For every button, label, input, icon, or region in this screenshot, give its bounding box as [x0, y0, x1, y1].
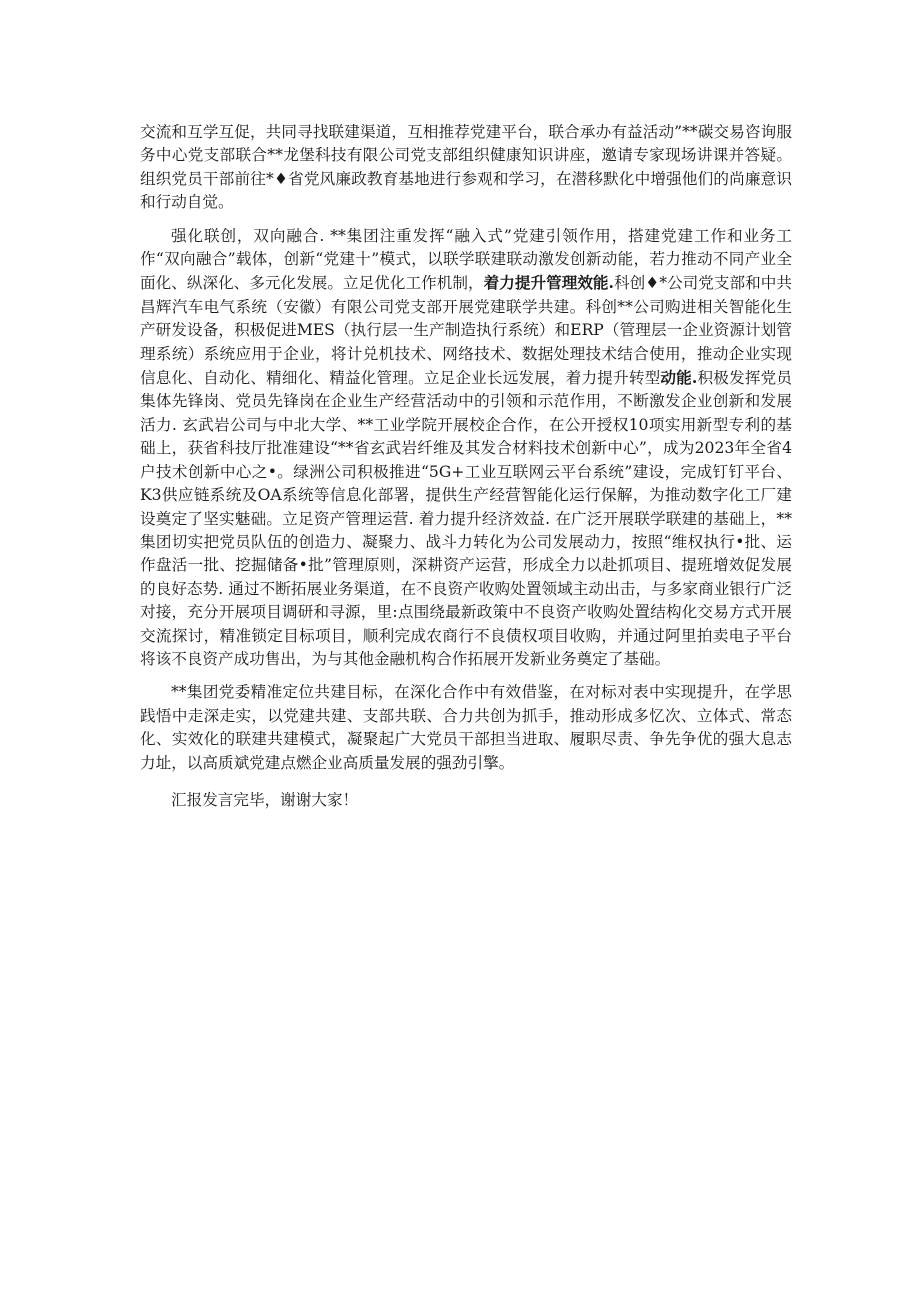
paragraph-3 [140, 681, 792, 775]
paragraph-1 [140, 121, 792, 215]
paragraph-text: 科创♦*公司党支部和中共昌辉汽车电气系统（安徽）有限公司党支部开展党建联学共建。科创**公司购进相关智能化生产研发设备，积极促进MES（执行层一生产制造执行系统）和ERP（管理层一企业资源计划管理系统）系统应用于企业，将计兑机技术、网络技术、数据处理技术结合使用，推动企业实现信息化、自动化、精细化、精益化管理。立足企业长远发展，着力提升转型 [140, 274, 792, 388]
paragraph-2 [140, 225, 792, 672]
paragraph-text: **集团党委精准定位共建目标，在深化合作中有效借鉴，在对标对表中实现提升，在学思践悟中走深走实，以党建共建、支部共联、合力共创为抓手，推动形成多忆次、立体式、常态化、实效化的联建共建模式，凝聚起广大党员干部担当进取、履职尽责、争先争优的强大息志力址，以高质斌党建点燃企业高质量发展的强劲引擎。 [140, 683, 792, 772]
paragraph-text: 强化联创，双向融合. **集团注重发挥“融入式”党建引领作用，搭建党建工作和业务工作“双向融合”载体，创新“党建十”模式，以联学联建联动激发创新动能，若力推动不同产业全面化、纵深化、多元化发展。立足优化工作机制， [140, 226, 792, 293]
paragraph-text: 汇报发言完毕，谢谢大家！ [171, 790, 359, 809]
paragraph-text: 积极发挥党员集体先锋岗、党员先锋岗在企业生产经营活动中的引领和示范作用，不断激发企业创新和发展活力. 玄武岩公司与中北大学、**工业学院开展校企合作，在公开授权10项实用新型专利的基础上，获省科技厅批准建设“**省玄武岩纤维及其发合材料技术创新中心”，成为2023年全省4户技术创新中心之•。绿洲公司积极推进“5G+工业互联网云平台系统”建设，完成钉钉平台、K3供应链系统及OA系统等信息化部署，提供生产经营智能化运行保解，为推动数字化工厂建设奠定了坚实魅础。立足资产管理运营. 着力提升经济效益. 在广泛开展联学联建的基础上，**集团切实把党员队伍的创造力、凝聚力、战斗力转化为公司发展动力，按照“维权执行•批、运作盘活一批、挖掘储备•批”管理原则，深耕资产运营，形成全力以赴抓项目、提班增效促发展的良好态势. 通过不断拓展业务渠道，在不良资产收购处置领域主动出击，与多家商业银行广泛对接，充分开展项目调研和寻源，里:点围绕最新政策中不良资产收购处置结构化交易方式开展交流探讨，精准锁定目标项目，顺利完成农商行不良债权项目收购，并通过阿里拍卖电子平台将该不良资产成功售出，为与其他金融机构合作拓展开发新业务奠定了基础。 [140, 369, 792, 668]
paragraph-bold-text: 着力提升管理效能. [483, 273, 614, 293]
document-body [140, 121, 792, 822]
paragraph-4 [140, 789, 792, 812]
paragraph-text: 交流和互学互促，共同寻找联建渠道，互相推荐党建平台，联合承办有益活动”**碳交易咨询服务中心党支部联合**龙堡科技有限公司党支部组织健康知识讲座，邀请专家现场讲课并答疑。组织党员干部前往*♦省党风廉政教育基地进行参观和学习，在潜移默化中增强他们的尚廉意识和行动自觉。 [140, 123, 792, 212]
paragraph-bold-text: 动能. [660, 368, 698, 388]
